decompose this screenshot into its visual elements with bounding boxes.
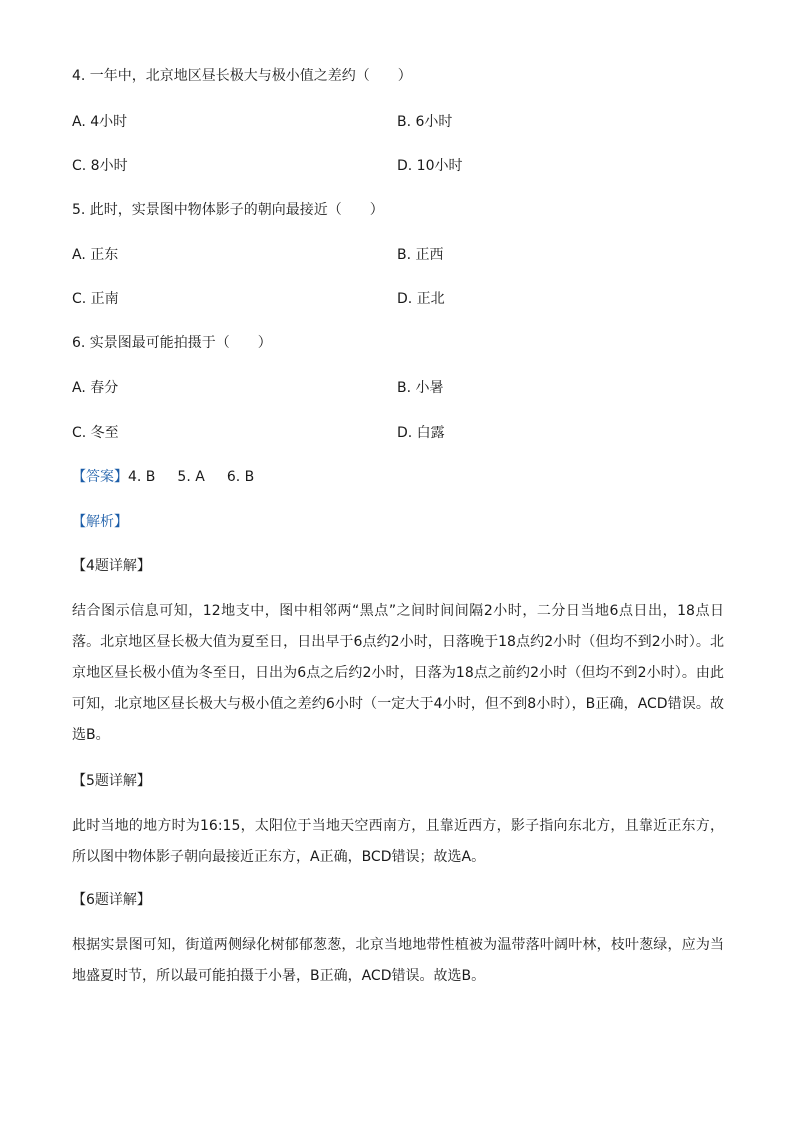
section-text-5: 此时当地的地方时为16:15，太阳位于当地天空西南方，且靠近西方，影子指向东北方，且靠近正东方，所以图中物体影子朝向最接近正东方，A正确，BCD错误；故选A。: [72, 818, 724, 865]
question-4-option-c: C. 8小时: [72, 158, 128, 174]
question-5-option-a: A. 正东: [72, 247, 119, 263]
answer-item: 4. B: [128, 469, 156, 485]
question-6-stem: 6. 实景图最可能拍摄于（ ）: [72, 335, 272, 351]
question-4-stem: 4. 一年中，北京地区昼长极大与极小值之差约（ ）: [72, 68, 412, 84]
question-4-option-a: A. 4小时: [72, 114, 128, 130]
question-5-option-d: D. 正北: [397, 291, 445, 307]
section-heading-4: 【4题详解】: [72, 558, 151, 574]
question-6-option-d: D. 白露: [397, 425, 445, 441]
answer-item: 5. A: [177, 469, 205, 485]
question-5-stem: 5. 此时，实景图中物体影子的朝向最接近（ ）: [72, 202, 384, 218]
answer-item: 6. B: [226, 469, 255, 485]
analysis-tag: 【解析】: [72, 514, 128, 530]
section-heading-6: 【6题详解】: [72, 892, 151, 908]
answer-tag: 【答案】: [72, 469, 128, 485]
question-5-option-c: C. 正南: [72, 291, 119, 307]
question-5-option-b: B. 正西: [397, 247, 444, 263]
section-text-6: 根据实景图可知，街道两侧绿化树郁郁葱葱，北京当地地带性植被为温带落叶阔叶林，枝叶葱绿，应为当地盛夏时节，所以最可能拍摄于小暑，B正确，ACD错误。故选B。: [72, 937, 724, 984]
answer-line: [72, 467, 254, 487]
section-text-4: 结合图示信息可知，12地支中，图中相邻两“黑点”之间时间间隔2小时，二分日当地6点日出，18点日落。北京地区昼长极大值为夏至日，日出早于6点约2小时，日落晚于18点约2小时（但均不到2小时）。北京地区昼长极小值为冬至日，日出为6点之后约2小时，日落为18点之前约2小时（但均不到2小时）。由此可知，北京地区昼长极大与极小值之差约6小时（一定大于4小时，但不到8小时），B正确，ACD错误。故选B。: [72, 603, 724, 743]
question-4-option-b: B. 6小时: [397, 114, 453, 130]
question-6-option-a: A. 春分: [72, 380, 119, 396]
section-heading-5: 【5题详解】: [72, 773, 151, 789]
question-6-option-b: B. 小暑: [397, 380, 444, 396]
question-6-option-c: C. 冬至: [72, 425, 119, 441]
question-4-option-d: D. 10小时: [397, 158, 463, 174]
